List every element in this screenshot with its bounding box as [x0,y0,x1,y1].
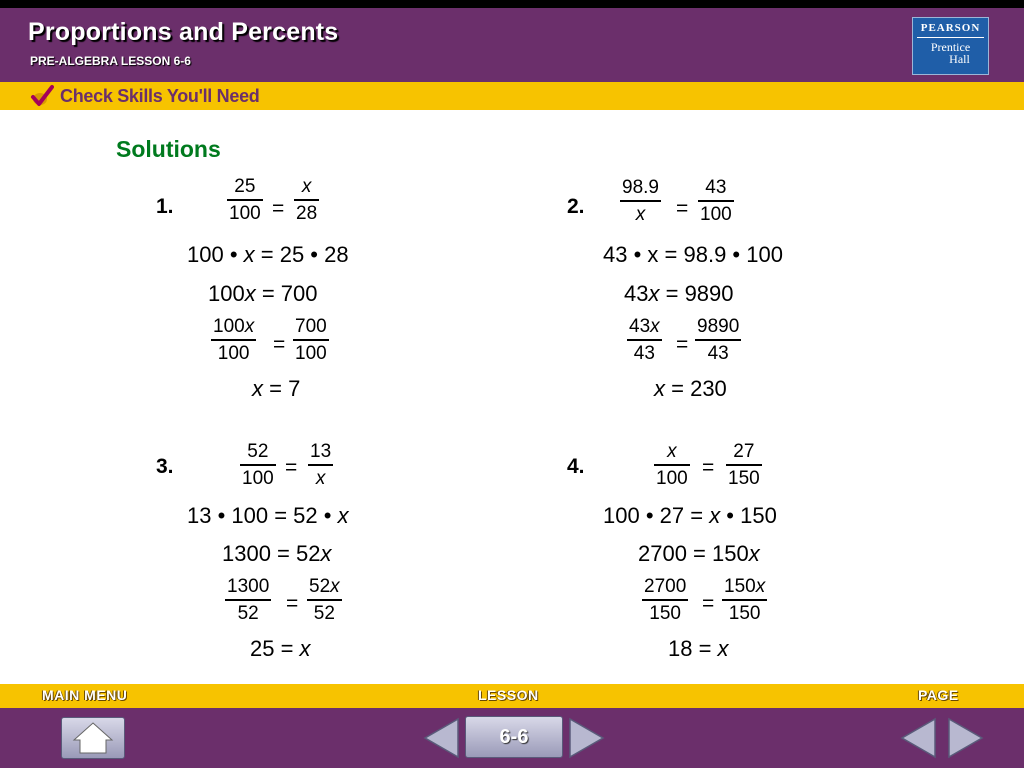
header-bar [0,8,1024,82]
p2-setup-right-fraction: 43 100 [700,177,732,225]
problem-3-number: 3. [156,455,174,478]
p1-step3-left-fraction: 100x 100 [213,316,255,364]
check-skills-bar [0,82,1024,110]
problem-4-number: 4. [567,455,585,478]
problem-2-number: 2. [567,195,585,218]
p3-setup-right-fraction: 13 x [310,441,332,489]
p3-step2: 1300 = 52x [222,541,332,566]
lesson-number-button[interactable]: 6-6 [465,716,563,758]
p1-setup-right-fraction: x 28 [296,176,318,224]
p3-step4: 25 = x [250,636,311,661]
next-page-arrow-icon[interactable] [946,716,986,760]
p2-step2: 43x = 9890 [624,281,734,306]
solutions-heading: Solutions [116,136,221,162]
p1-step2: 100x = 700 [208,281,318,306]
previous-lesson-arrow-icon[interactable] [421,716,461,760]
p1-setup-left-fraction: 25 100 [229,176,261,224]
footer-label-bar [0,684,1024,708]
problem-1-number: 1. [156,195,174,218]
p1-setup-equals: = [272,197,285,220]
p4-step3-equals: = [702,592,715,615]
p4-setup-equals: = [702,456,715,479]
lesson-subtitle: PRE-ALGEBRA LESSON 6-6 [30,54,191,68]
p4-setup-right-fraction: 27 150 [728,441,760,489]
p2-setup-equals: = [676,197,689,220]
lesson-label: LESSON [478,687,539,703]
p2-step3-right-fraction: 9890 43 [697,316,740,364]
pearson-logo [912,17,989,75]
footer-nav [0,708,1024,768]
p4-step3-left-fraction: 2700 150 [644,576,687,624]
logo-line-prentice: Prentice [930,40,971,54]
top-border [0,0,1024,8]
p1-step4: x = 7 [252,376,301,401]
home-icon [62,718,124,758]
page-title: Proportions and Percents [28,18,339,46]
p3-step3-right-fraction: 52x 52 [309,576,340,624]
page-label: PAGE [918,687,959,703]
p4-setup-left-fraction: x 100 [656,441,688,489]
next-lesson-arrow-icon[interactable] [567,716,607,760]
p3-setup-left-fraction: 52 100 [242,441,274,489]
p2-step3-left-fraction: 43x 43 [629,316,660,364]
previous-page-arrow-icon[interactable] [898,716,938,760]
check-skills-label: Check Skills You'll Need [60,86,260,106]
main-menu-label: MAIN MENU [42,687,128,703]
p1-step3-equals: = [273,333,286,356]
p3-setup-equals: = [285,456,298,479]
p2-step3-equals: = [676,333,689,356]
main-menu-button[interactable] [61,717,125,759]
p4-step4: 18 = x [668,636,729,661]
p4-step2: 2700 = 150x [638,541,760,566]
checkmark-icon [30,84,54,108]
logo-line-pearson: PEARSON [917,18,984,38]
p2-setup-left-fraction: 98.9 x [622,177,659,225]
logo-line-hall: Hall [949,52,970,66]
p1-step3-right-fraction: 700 100 [295,316,327,364]
p4-step3-right-fraction: 150x 150 [724,576,766,624]
p3-step1: 13 • 100 = 52 • x [187,503,349,528]
p4-step1: 100 • 27 = x • 150 [603,503,777,528]
p1-step1: 100 • x = 25 • 28 [187,242,349,267]
p3-step3-equals: = [286,592,299,615]
p3-step3-left-fraction: 1300 52 [227,576,270,624]
p2-step1: 43 • x = 98.9 • 100 [603,242,783,267]
p2-step4: x = 230 [654,376,727,401]
